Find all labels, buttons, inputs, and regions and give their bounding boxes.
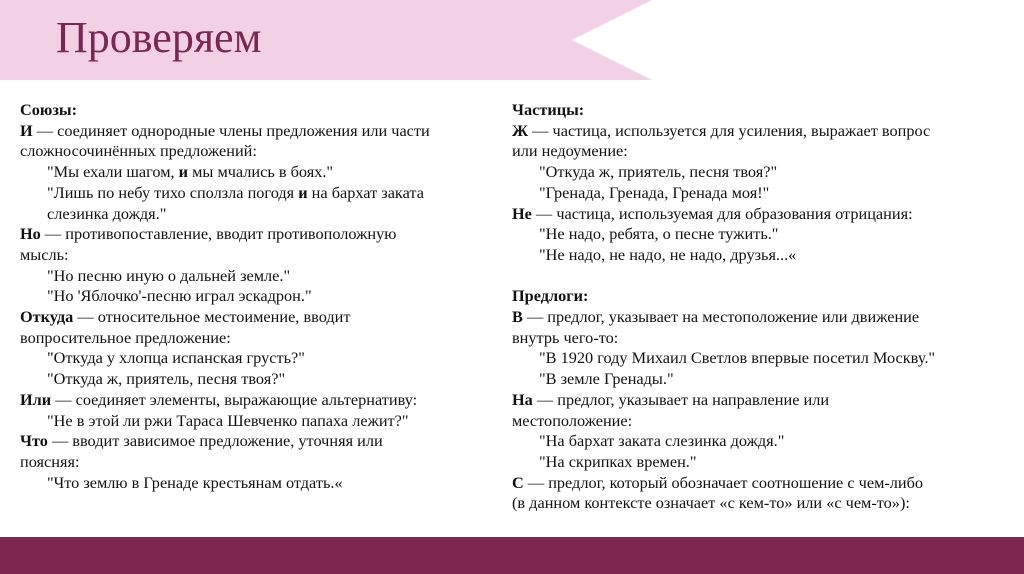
spacer bbox=[512, 266, 1012, 287]
conj-otkuda-example-2: "Откуда ж, приятель, песня твоя?" bbox=[47, 369, 286, 389]
conj-chto-definition-cont: поясняя: bbox=[20, 451, 80, 471]
prep-na-example-1: "На бархат заката слезинка дождя." bbox=[539, 431, 785, 451]
particles-heading: Частицы: bbox=[512, 100, 585, 119]
particle-zh-example-2: "Гренада, Гренада, Гренада моя!" bbox=[539, 182, 770, 202]
prep-v-definition: В — предлог, указывает на местоположение или движение bbox=[512, 307, 920, 327]
particle-ne-definition: Не — частица, используемая для образования отрицания: bbox=[512, 203, 913, 223]
conjunctions-column bbox=[20, 100, 490, 493]
conj-i-definition-cont: сложносочинённых предложений: bbox=[20, 141, 257, 161]
conj-no-example-1: "Но песню иную о дальней земле." bbox=[47, 265, 291, 285]
prep-na-definition: На — предлог, указывает на направление или bbox=[512, 389, 830, 409]
prep-na-definition-cont: местоположение: bbox=[512, 410, 633, 430]
conjunctions-heading: Союзы: bbox=[20, 100, 78, 119]
conj-i-definition: И — соединяет однородные члены предложения или части bbox=[20, 120, 430, 140]
conj-chto-example: "Что землю в Гренаде крестьянам отдать.« bbox=[47, 472, 343, 492]
conj-ili-definition: Или — соединяет элементы, выражающие альтернативу: bbox=[20, 389, 418, 409]
prep-s-definition-cont: (в данном контексте означает «с кем-то» или «с чем-то»): bbox=[512, 493, 910, 513]
prep-v-definition-cont: внутрь чего-то: bbox=[512, 327, 619, 347]
particle-ne-example-1: "Не надо, ребята, о песне тужить." bbox=[539, 224, 779, 244]
conj-i-example-2: "Лишь по небу тихо сползла погодя и на бархат заката bbox=[47, 182, 424, 202]
prep-v-example-2: "В земле Гренады." bbox=[539, 369, 674, 389]
particle-zh-example-1: "Откуда ж, приятель, песня твоя?" bbox=[539, 162, 778, 182]
particle-zh-definition: Ж — частица, используется для усиления, выражает вопрос bbox=[512, 120, 931, 140]
conj-no-definition-cont: мысль: bbox=[20, 244, 69, 264]
conj-no-example-2: "Но 'Яблочко'-песню играл эскадрон." bbox=[47, 286, 312, 306]
conj-otkuda-example-1: "Откуда у хлопца испанская грусть?" bbox=[47, 348, 305, 368]
particles-prepositions-column bbox=[512, 100, 1012, 514]
conj-i-example-1: "Мы ехали шагом, и мы мчались в боях." bbox=[47, 162, 334, 182]
particle-zh-definition-cont: или недоумение: bbox=[512, 141, 628, 161]
conj-i-example-2-cont: слезинка дождя." bbox=[47, 203, 167, 223]
conj-no-definition: Но — противопоставление, вводит противоположную bbox=[20, 224, 397, 244]
prepositions-heading: Предлоги: bbox=[512, 286, 589, 306]
conj-chto-definition: Что — вводит зависимое предложение, уточняя или bbox=[20, 431, 383, 451]
conj-otkuda-definition-cont: вопросительное предложение: bbox=[20, 327, 231, 347]
prep-v-example-1: "В 1920 году Михаил Светлов впервые посетил Москву." bbox=[539, 348, 936, 368]
footer-bar bbox=[0, 537, 1024, 574]
particle-ne-example-2: "Не надо, не надо, не надо, друзья...« bbox=[539, 244, 797, 264]
conj-otkuda-definition: Откуда — относительное местоимение, вводит bbox=[20, 307, 351, 327]
prep-s-definition: С — предлог, который обозначает соотношение с чем-либо bbox=[512, 472, 924, 492]
conj-ili-example: "Не в этой ли ржи Тараса Шевченко папаха лежит?" bbox=[47, 410, 409, 430]
prep-na-example-2: "На скрипках времен." bbox=[539, 451, 697, 471]
page-title: Проверяем bbox=[56, 13, 262, 62]
